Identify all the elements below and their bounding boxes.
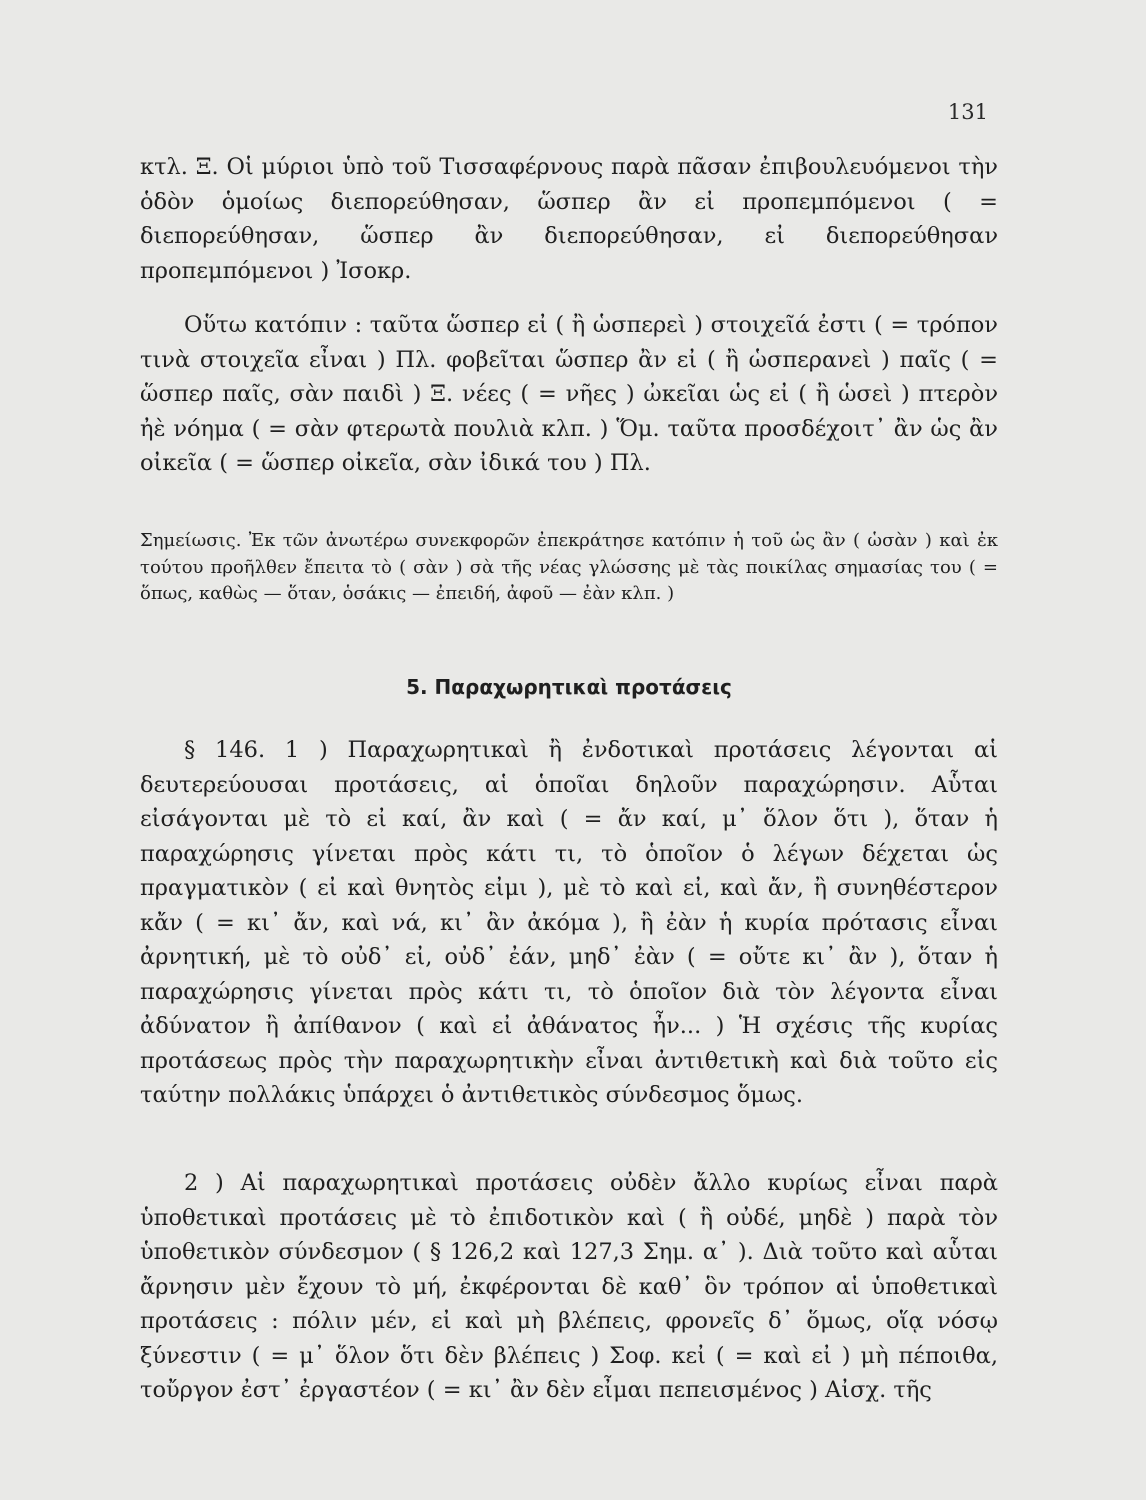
page-number: 131 [947, 100, 988, 124]
paragraph-146-2 [140, 1166, 998, 1408]
note-paragraph: Σημείωσις. Ἐκ τῶν ἀνωτέρω συνεκφορῶν ἐπεκράτησε κατόπιν ἡ τοῦ ὡς ἂν ( ὡσὰν ) καὶ ἐκ τούτου προῆλθεν ἔπειτα τὸ ( σὰν ) σὰ τῆς νέας γλώσσης μὲ τὰς ποικίλας σημασίας του ( = ὅπως, καθὼς — ὅταν, ὁσάκις — ἐπειδή, ἀφοῦ — ἐὰν κλπ. ) [140, 530, 998, 604]
paragraph-2 [140, 308, 998, 481]
paragraph-146-1 [140, 733, 998, 1113]
paragraph-2-text: Οὕτω κατόπιν : ταῦτα ὥσπερ εἰ ( ἢ ὡσπερεὶ ) στοιχεῖά ἐστι ( = τρόπον τινὰ στοιχεῖα εἶναι ) Πλ. φοβεῖται ὥσπερ ἂν εἰ ( ἢ ὡσπερανεὶ ) παῖς ( = ὥσπερ παῖς, σὰν παιδὶ ) Ξ. νέες ( = νῆες ) ὠκεῖαι ὡς εἰ ( ἢ ὡσεὶ ) πτερὸν ἠὲ νόημα ( = σὰν φτερωτὰ πουλιὰ κλπ. ) Ὅμ. ταῦτα προσδέχοιτ᾽ ἂν ὡς ἂν οἰκεῖα ( = ὥσπερ οἰκεῖα, σὰν ἰδικά του ) Πλ. [140, 312, 998, 476]
paragraph-146-1-text: § 146. 1 ) Παραχωρητικαὶ ἢ ἐνδοτικαὶ προτάσεις λέγονται αἱ δευτερεύουσαι προτάσεις, αἱ ὁποῖαι δηλοῦν παραχώρησιν. Αὗται εἰσάγονται μὲ τὸ εἰ καί, ἂν καὶ ( = ἄν καί, μ᾽ ὅλον ὅτι ), ὅταν ἡ παραχώρησις γίνεται πρὸς κάτι τι, τὸ ὁποῖον ὁ λέγων δέχεται ὡς πραγματικὸν ( εἰ καὶ θνητὸς εἰμι ), μὲ τὸ καὶ εἰ, καὶ ἄν, ἢ συνηθέστερον κἄν ( = κι᾽ ἄν, καὶ νά, κι᾽ ἂν ἀκόμα ), ἢ ἐὰν ἡ κυρία πρότασις εἶναι ἀρνητική, μὲ τὸ οὐδ᾽ εἰ, οὐδ᾽ ἐάν, μηδ᾽ ἐὰν ( = οὔτε κι᾽ ἂν ), ὅταν ἡ παραχώρησις γίνεται πρὸς κάτι τι, τὸ ὁποῖον διὰ τὸν λέγοντα εἶναι ἀδύνατον ἢ ἀπίθανον ( καὶ εἰ ἀθάνατος ἦν... ) Ἡ σχέσις τῆς κυρίας προτάσεως πρὸς τὴν παραχωρητικὴν εἶναι ἀντιθετικὴ καὶ διὰ τοῦτο εἰς ταύτην πολλάκις ὑπάρχει ὁ ἀντιθετικὸς σύνδεσμος ὅμως. [140, 737, 998, 1108]
section-heading: 5. Παραχωρητικαὶ προτάσεις [406, 675, 732, 699]
paragraph-1: κτλ. Ξ. Οἱ μύριοι ὑπὸ τοῦ Τισσαφέρνους παρὰ πᾶσαν ἐπιβουλευόμενοι τὴν ὁδὸν ὁμοίως διεπορεύθησαν, ὥσπερ ἂν εἰ προπεμπόμενοι ( = διεπορεύθησαν, ὥσπερ ἂν διεπορεύθησαν, εἰ διεπορεύθησαν προπεμπόμενοι ) Ἰσοκρ. [140, 154, 998, 284]
paragraph-146-2-text: 2 ) Αἱ παραχωρητικαὶ προτάσεις οὐδὲν ἄλλο κυρίως εἶναι παρὰ ὑποθετικαὶ προτάσεις μὲ τὸ ἐπιδοτικὸν καὶ ( ἢ οὐδέ, μηδὲ ) παρὰ τὸν ὑποθετικὸν σύνδεσμον ( § 126,2 καὶ 127,3 Σημ. α᾽ ). Διὰ τοῦτο καὶ αὗται ἄρνησιν μὲν ἔχουν τὸ μή, ἐκφέρονται δὲ καθ᾽ ὃν τρόπον αἱ ὑποθετικαὶ προτάσεις : πόλιν μέν, εἰ καὶ μὴ βλέπεις, φρονεῖς δ᾽ ὅμως, οἵᾳ νόσῳ ξύνεστιν ( = μ᾽ ὅλον ὅτι δὲν βλέπεις ) Σοφ. κεἰ ( = καὶ εἰ ) μὴ πέποιθα, τοὔργον ἐστ᾽ ἐργαστέον ( = κι᾽ ἂν δὲν εἶμαι πεπεισμένος ) Αἰσχ. τῆς [140, 1170, 998, 1403]
